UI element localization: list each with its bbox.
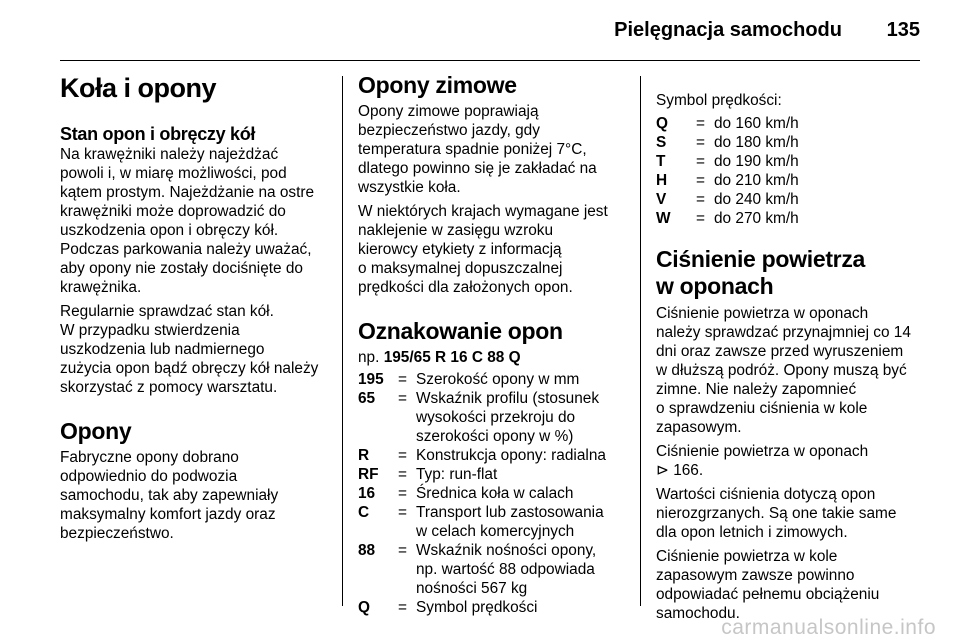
definition-term: R bbox=[358, 447, 370, 464]
page-reference-link[interactable]: 166. bbox=[673, 462, 704, 479]
marking-example bbox=[358, 348, 624, 367]
definition-row bbox=[358, 598, 624, 617]
definition-term: C bbox=[358, 504, 370, 521]
definition-row bbox=[656, 190, 922, 209]
definition-text: Typ: run-flat bbox=[416, 466, 498, 483]
definition-term: W bbox=[656, 210, 671, 227]
definition-term: 65 bbox=[358, 390, 376, 407]
definition-row bbox=[656, 152, 922, 171]
definition-text: Wskaźnik profilu (stosunek wysokości przekroju do szerokości opony w %) bbox=[416, 390, 600, 445]
definition-term: H bbox=[656, 172, 668, 189]
definition-row bbox=[358, 446, 624, 465]
definition-text: do 160 km/h bbox=[714, 115, 799, 132]
speed-symbol-table bbox=[656, 114, 922, 228]
paragraph: Wartości ciśnienia dotyczą opon nierozgrzanych. Są one takie same dla opon letnich i zimowych. bbox=[656, 486, 897, 541]
definition-term: 88 bbox=[358, 542, 376, 559]
definition-term: 16 bbox=[358, 485, 376, 502]
paragraph: W niektórych krajach wymagane jest naklejenie w zasięgu wzroku kierowcy etykiety z informacją o maksymalnej dopuszczalnej prędkości dla założonych opon. bbox=[358, 203, 608, 296]
definition-equals: = bbox=[696, 115, 705, 132]
speed-symbol-intro: Symbol prędkości: bbox=[656, 92, 782, 109]
definition-equals: = bbox=[398, 390, 407, 407]
definition-equals: = bbox=[398, 542, 407, 559]
definition-text: do 210 km/h bbox=[714, 172, 799, 189]
section-heading-tire-pressure: Ciśnienie powietrza w oponach bbox=[656, 246, 866, 299]
example-code: 195/65 R 16 C 88 Q bbox=[383, 349, 521, 366]
definition-text: do 240 km/h bbox=[714, 191, 799, 208]
definition-text: do 190 km/h bbox=[714, 153, 799, 170]
definition-equals: = bbox=[398, 599, 407, 616]
definition-equals: = bbox=[398, 466, 407, 483]
column-divider-2 bbox=[640, 76, 641, 606]
paragraph: Ciśnienie powietrza w oponach należy sprawdzać przynajmniej co 14 dni oraz zawsze przed wyruszeniem w dłuższą podróż. Opony muszą być zimne. Nie należy zapomnieć o sprawdzeniu ciśnienia w kole zapasowym. bbox=[656, 305, 911, 436]
paragraph: Ciśnienie powietrza w kole zapasowym zawsze powinno odpowiadać pełnemu obciążeniu samochodu. bbox=[656, 548, 880, 622]
paragraph: Regularnie sprawdzać stan kół. W przypadku stwierdzenia uszkodzenia lub nadmiernego zużycia opon bądź obręczy kół należy skorzystać z pomocy warsztatu. bbox=[60, 303, 319, 396]
definition-row bbox=[656, 114, 922, 133]
definition-term: S bbox=[656, 134, 667, 151]
section-heading-tire-condition: Stan opon i obręczy kół bbox=[60, 124, 256, 144]
paragraph: Opony zimowe poprawiają bezpieczeństwo jazdy, gdy temperatura spadnie poniżej 7°C, dlatego powinno się je zakładać na wszystkie koła. bbox=[358, 103, 597, 196]
definition-equals: = bbox=[696, 172, 705, 189]
section-heading-winter-tires: Opony zimowe bbox=[358, 72, 517, 98]
column-1 bbox=[60, 72, 330, 548]
definition-term: 195 bbox=[358, 371, 384, 388]
page-reference-arrow-icon: ⊳ bbox=[656, 462, 669, 479]
definition-text: do 180 km/h bbox=[714, 134, 799, 151]
example-prefix: np. bbox=[358, 349, 380, 366]
definition-row bbox=[656, 209, 922, 228]
definition-equals: = bbox=[696, 210, 705, 227]
definition-text: Symbol prędkości bbox=[416, 599, 538, 616]
definition-equals: = bbox=[398, 447, 407, 464]
definition-text: Wskaźnik nośności opony, np. wartość 88 odpowiada nośności 567 kg bbox=[416, 542, 597, 597]
definition-row bbox=[358, 484, 624, 503]
definition-row bbox=[358, 503, 624, 541]
header-section-title: Pielęgnacja samochodu bbox=[614, 19, 842, 41]
definition-equals: = bbox=[398, 504, 407, 521]
paragraph-with-reference bbox=[656, 442, 922, 480]
column-2 bbox=[358, 72, 624, 617]
definition-row bbox=[656, 171, 922, 190]
section-heading-tire-marking: Oznakowanie opon bbox=[358, 318, 563, 344]
watermark: carmanualsonline.info bbox=[721, 616, 936, 639]
definition-equals: = bbox=[696, 134, 705, 151]
definition-row bbox=[656, 133, 922, 152]
definition-row bbox=[358, 389, 624, 446]
definition-term: RF bbox=[358, 466, 379, 483]
section-heading-tires: Opony bbox=[60, 418, 132, 444]
definition-equals: = bbox=[398, 485, 407, 502]
definition-equals: = bbox=[696, 153, 705, 170]
chapter-heading: Koła i opony bbox=[60, 73, 216, 103]
definition-equals: = bbox=[398, 371, 407, 388]
definition-text: Szerokość opony w mm bbox=[416, 371, 580, 388]
definition-text: Średnica koła w calach bbox=[416, 485, 574, 502]
marking-definitions bbox=[358, 370, 624, 617]
definition-text: Konstrukcja opony: radialna bbox=[416, 447, 606, 464]
definition-row bbox=[358, 541, 624, 598]
definition-equals: = bbox=[696, 191, 705, 208]
definition-row bbox=[358, 370, 624, 389]
header-rule bbox=[60, 60, 920, 61]
definition-term: V bbox=[656, 191, 667, 208]
column-divider-1 bbox=[342, 76, 343, 606]
page-number: 135 bbox=[886, 19, 920, 41]
definition-row bbox=[358, 465, 624, 484]
definition-text: do 270 km/h bbox=[714, 210, 799, 227]
definition-term: T bbox=[656, 153, 666, 170]
paragraph: Fabryczne opony dobrano odpowiednio do podwozia samochodu, tak aby zapewniały maksymalny komfort jazdy oraz bezpieczeństwo. bbox=[60, 449, 279, 542]
paragraph: Na krawężniki należy najeżdżać powoli i, w miarę możliwości, pod kątem prostym. Najeżdżanie na ostre krawężniki może doprowadzić do uszkodzenia opon i obręczy kół. Podczas parkowania należy uważać, aby opony nie zostały dociśnięte do krawężnika. bbox=[60, 146, 315, 296]
definition-text: Transport lub zastosowania w celach komercyjnych bbox=[416, 504, 604, 540]
definition-term: Q bbox=[358, 599, 370, 616]
column-3 bbox=[656, 91, 922, 628]
definition-term: Q bbox=[656, 115, 668, 132]
reference-text: Ciśnienie powietrza w oponach bbox=[656, 443, 869, 460]
